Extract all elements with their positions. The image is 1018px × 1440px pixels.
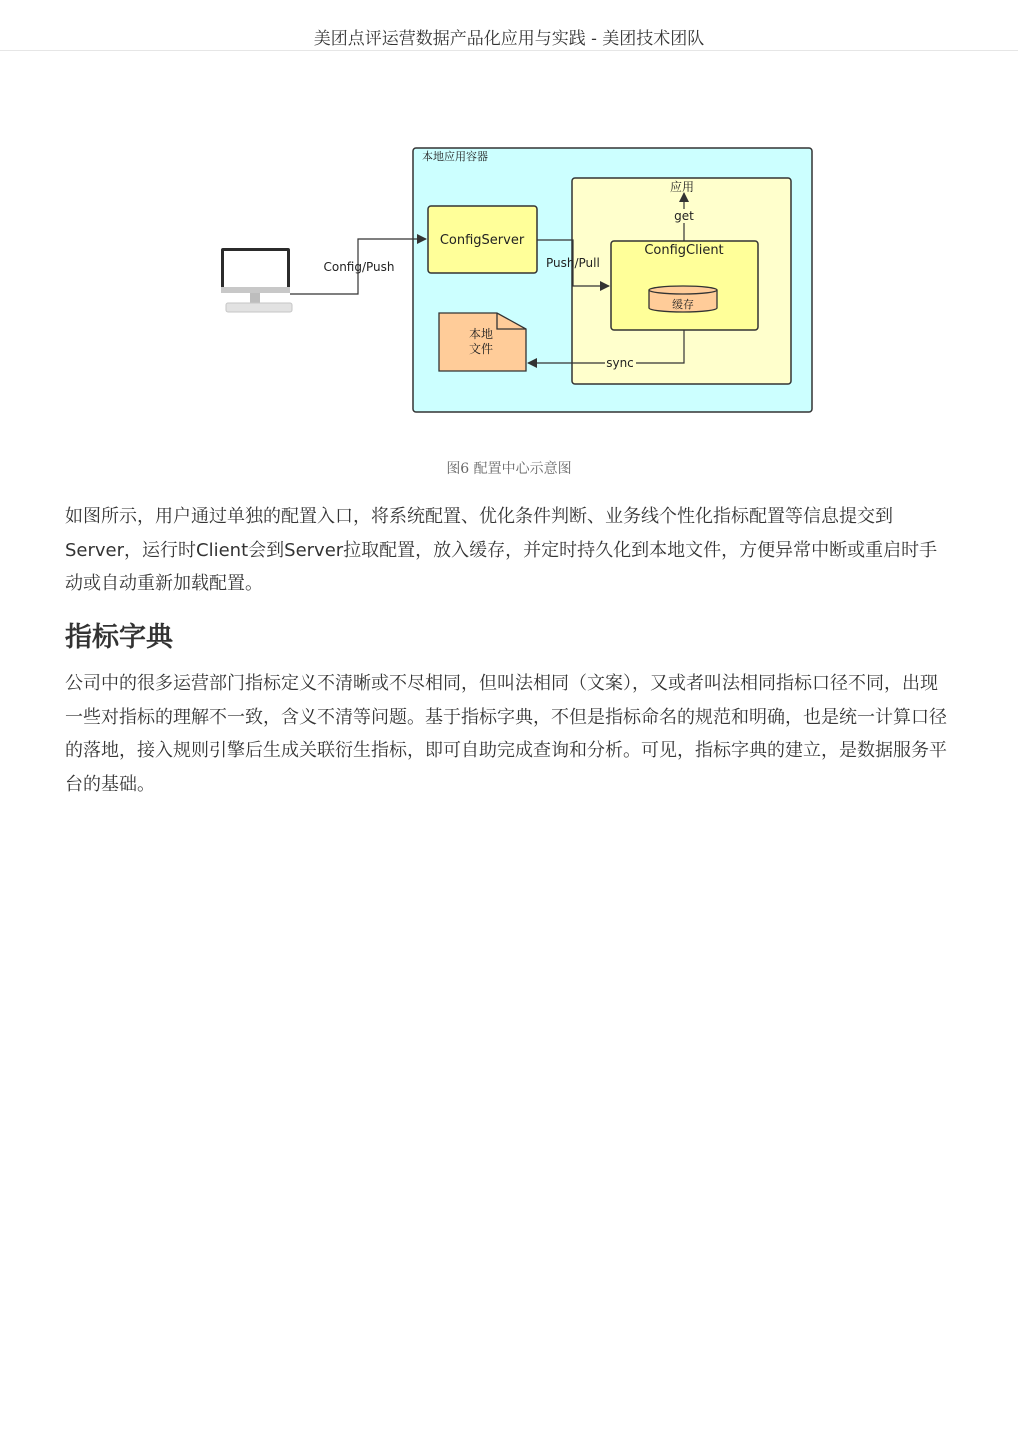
figure-caption: 图6 配置中心示意图 xyxy=(446,461,572,477)
push-pull-label: Push/Pull xyxy=(546,256,600,270)
section-heading: 指标字典 xyxy=(65,622,173,653)
config-server-label: ConfigServer xyxy=(439,233,525,248)
computer-icon xyxy=(221,248,292,312)
app-label: 应用 xyxy=(669,180,695,194)
paragraph-metric-dictionary: 公司中的很多运营部门指标定义不清晰或不尽相同，但叫法相同（文案），又或者叫法相同指标口径不同，出现一些对指标的理解不一致，含义不清等问题。基于指标字典，不但是指标命名的规范和明确，也是统一计算口径的落地，接入规则引擎后生成关联衍生指标，即可自助完成查询和分析。可见，指标字典的建立，是数据服务平台的基础。 xyxy=(65,673,947,795)
sync-label: sync xyxy=(606,356,634,370)
config-client-label: ConfigClient xyxy=(644,243,724,258)
paragraph-config-center: 如图所示，用户通过单独的配置入口，将系统配置、优化条件判断、业务线个性化指标配置等信息提交到Server，运行时Client会到Server拉取配置，放入缓存，并定时持久化到本地文件，方便异常中断或重启时手动或自动重新加载配置。 xyxy=(65,506,938,594)
get-label: get xyxy=(674,209,694,223)
page-title: 美团点评运营数据产品化应用与实践 - 美团技术团队 xyxy=(313,29,705,49)
local-file-label-line1: 本地 xyxy=(468,327,494,341)
config-push-label: Config/Push xyxy=(323,260,395,274)
local-file-label-line2: 文件 xyxy=(468,342,494,356)
config-center-diagram xyxy=(0,0,1018,450)
container-label: 本地应用容器 xyxy=(422,150,488,163)
cache-label: 缓存 xyxy=(672,298,694,311)
